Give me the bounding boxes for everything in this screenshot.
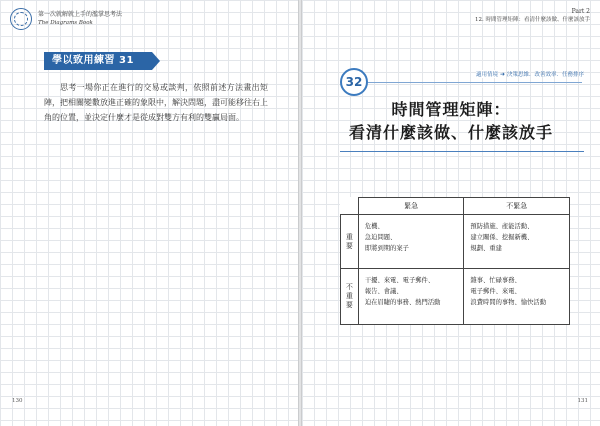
matrix-cell-line: 預防措施、產能活動、: [470, 223, 534, 230]
page-number-right: 131: [577, 398, 588, 404]
tags-items: 決策思維．改善效率．任務排序: [506, 72, 584, 78]
time-management-matrix: [340, 197, 570, 325]
arrow-right-icon: ➜: [499, 70, 505, 78]
tags-label: 適用情境: [475, 72, 498, 78]
matrix-cell-line: 報告、會議、: [364, 288, 403, 295]
matrix-cell-line: 危機、: [364, 223, 384, 230]
running-header-part: Part 2: [571, 8, 590, 15]
chapter-title: 時間管理矩陣：: [391, 100, 511, 119]
running-header-title: 第一次就解就上手的濫掌思考法: [38, 11, 123, 18]
matrix-cell: [464, 215, 570, 269]
right-page: [302, 0, 600, 426]
exercise-badge: 學以致用練習 31: [44, 52, 152, 70]
matrix-cell-line: 規劃、重建: [470, 245, 502, 252]
matrix-row-header: [341, 215, 359, 269]
page-number-left: 130: [12, 398, 23, 404]
matrix-cell-line: 干擾、來電、電子郵件、: [364, 277, 435, 284]
matrix-cell-line: 浪費時間的事物、愉快活動: [470, 299, 546, 306]
matrix-cell: [358, 215, 464, 269]
matrix-cell-line: 迫在眉睫的事務、熱門活動: [364, 299, 441, 306]
chapter-subtitle: 看清什麼該做、什麼該放手: [348, 123, 553, 142]
book-seal-icon: [10, 8, 32, 30]
matrix-corner: [341, 198, 359, 215]
left-running-header: [10, 8, 122, 30]
left-page: [0, 0, 298, 426]
chapter-rule: [368, 82, 582, 83]
matrix-cell-line: 雜事、忙碌事務、: [470, 277, 521, 284]
matrix-col-header: 緊急: [358, 198, 464, 215]
running-header-subtitle: The Diagrams Book: [38, 20, 93, 26]
matrix-col-header: 不緊急: [464, 198, 570, 215]
matrix-cell-line: 電子郵件、來電、: [470, 288, 521, 295]
matrix-cell-line: 急迫問題、: [364, 234, 397, 241]
matrix-cell: [358, 269, 464, 325]
chapter-tags: [476, 70, 584, 78]
title-rule: [340, 151, 584, 152]
matrix-row-header: [341, 269, 359, 325]
matrix-cell-line: 建立關係、挖掘新機、: [470, 234, 534, 241]
right-running-header: [475, 8, 590, 24]
matrix-row-header-label: 重要: [345, 232, 353, 250]
matrix-cell-line: 即將到期的案子: [364, 245, 409, 252]
matrix-cell: [464, 269, 570, 325]
chapter-number: 32: [340, 68, 368, 96]
matrix-row-header-label: 不重要: [345, 283, 353, 309]
exercise-body-text: 思考一場你正在進行的交易或談判，依照前述方法畫出矩陣，把相關變數放進正確的象限中，解決問題，盡可能移往右上角的位置，並決定什麼才是從成對雙方有利的雙贏局面。: [44, 83, 268, 122]
running-header-chapter: 12. 時間管理矩陣：看清什麼該做、什麼該放手: [475, 17, 590, 23]
